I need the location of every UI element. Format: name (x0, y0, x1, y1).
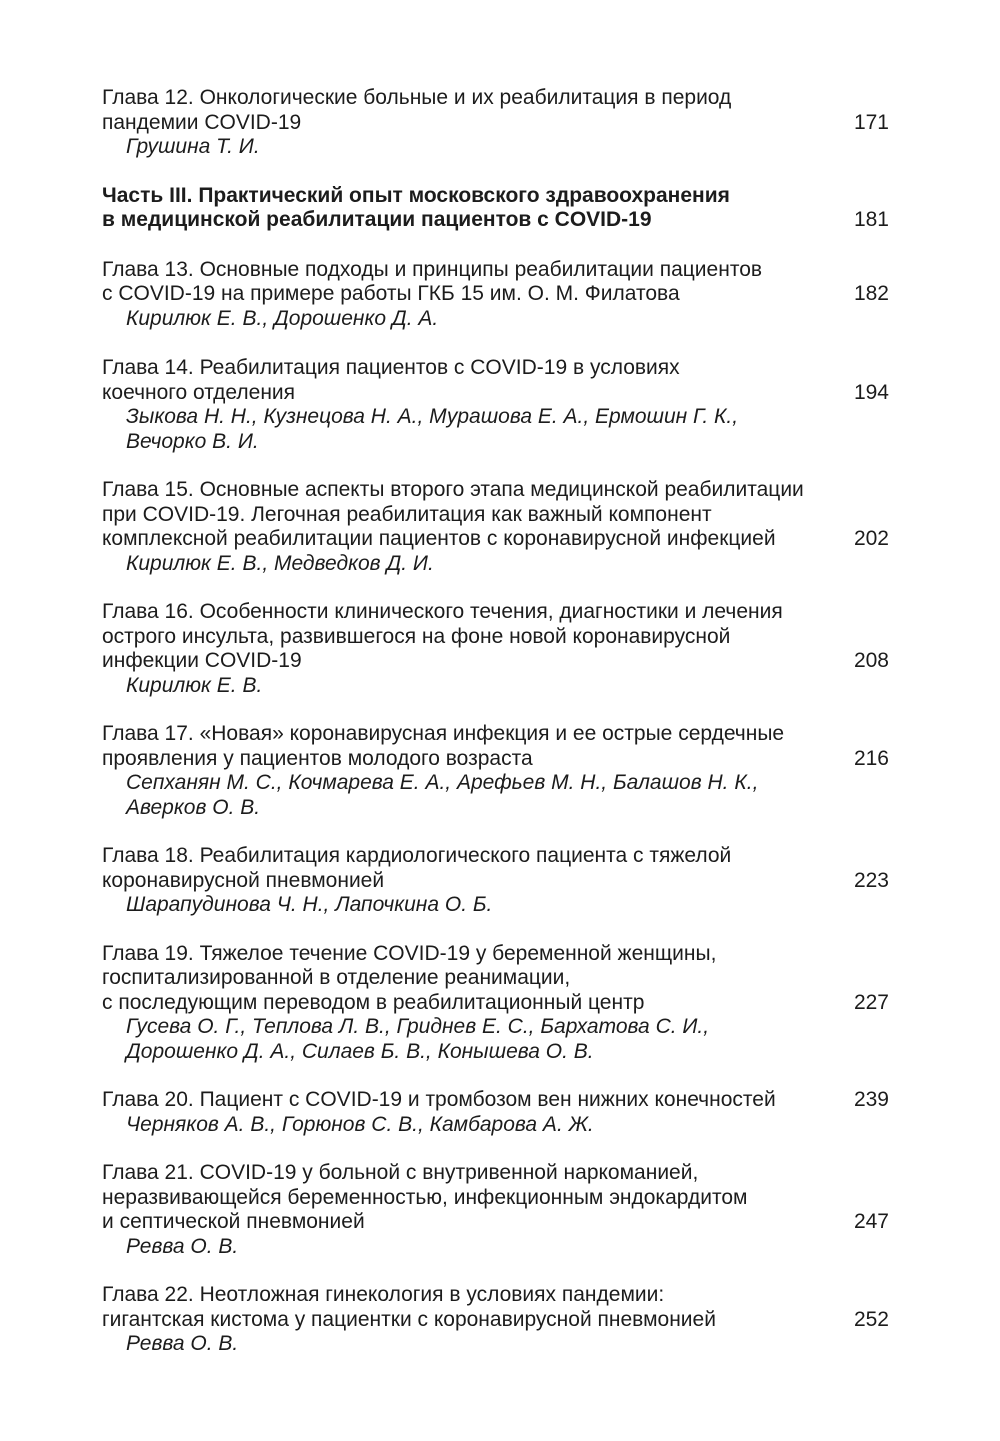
toc-entry-chapter-20[interactable] (102, 1088, 892, 1137)
toc-entry-chapter-14[interactable] (102, 356, 892, 454)
entry-title-line: Глава 13. Основные подходы и принципы реабилитации пациентов (102, 257, 763, 281)
entry-authors: Черняков А. В., Горюнов С. В., Камбарова А. Ж. (126, 1112, 594, 1136)
page-number: 194 (853, 380, 889, 404)
toc-entry-chapter-15[interactable] (102, 478, 892, 576)
toc-entry-chapter-17[interactable] (102, 722, 892, 820)
toc-entry-chapter-19[interactable] (102, 942, 892, 1065)
toc-entry-chapter-13[interactable] (102, 258, 892, 332)
entry-title-line: неразвивающейся беременностью, инфекционным эндокардитом (102, 1185, 748, 1209)
page-number: 182 (853, 282, 889, 305)
entry-authors: Шарапудинова Ч. Н., Лапочкина О. Б. (126, 893, 493, 916)
entry-authors: Ревва О. В. (126, 1234, 239, 1258)
entry-title-line: Глава 16. Особенности клинического течения, диагностики и лечения (102, 600, 783, 623)
entry-title-line: гигантская кистома у пациентки с коронавирусной пневмонией (102, 1307, 716, 1331)
entry-title-line: при COVID-19. Легочная реабилитация как важный компонент (102, 502, 712, 526)
entry-title-line: пандемии COVID-19 (102, 110, 302, 134)
entry-title-line: Глава 14. Реабилитация пациентов с COVID-19 в условиях (102, 356, 680, 379)
entry-authors: Кирилюк Е. В., Медведков Д. И. (126, 551, 434, 575)
entry-title-line: госпитализированной в отделение реанимации, (102, 966, 571, 989)
entry-authors: Дорошенко Д. А., Силаев Б. В., Конышева О. В. (126, 1039, 594, 1063)
page-number: 223 (853, 868, 889, 892)
entry-authors: Кирилюк Е. В., Дорошенко Д. А. (126, 306, 439, 330)
entry-title-line: коронавирусной пневмонией (102, 868, 385, 892)
entry-title-line: Глава 12. Онкологические больные и их реабилитация в период (102, 86, 732, 109)
page-number: 208 (853, 649, 889, 672)
entry-authors: Кирилюк Е. В. (126, 673, 263, 697)
entry-title-line: с последующим переводом в реабилитационный центр (102, 990, 645, 1014)
entry-title-line: комплексной реабилитации пациентов с коронавирусной инфекцией (102, 527, 776, 550)
page-number: 247 (853, 1210, 889, 1233)
toc-entry-chapter-12[interactable] (102, 86, 892, 160)
toc-entry-chapter-21[interactable] (102, 1161, 892, 1259)
toc-entry-chapter-22[interactable] (102, 1283, 892, 1357)
page-number: 227 (853, 990, 889, 1014)
page-number: 202 (853, 527, 889, 550)
entry-authors: Аверков О. В. (126, 795, 261, 819)
toc-entry-chapter-16[interactable] (102, 600, 892, 698)
toc-entry-chapter-18[interactable] (102, 844, 892, 918)
entry-authors: Вечорко В. И. (126, 429, 259, 453)
table-of-contents (102, 86, 892, 1357)
entry-title-line: коечного отделения (102, 380, 296, 404)
entry-title-line: проявления у пациентов молодого возраста (102, 746, 533, 770)
entry-title-line: Глава 15. Основные аспекты второго этапа медицинской реабилитации (102, 478, 804, 501)
entry-title-line: Глава 21. COVID-19 у больной с внутривенной наркоманией, (102, 1161, 699, 1184)
entry-title-line: Глава 17. «Новая» коронавирусная инфекция и ее острые сердечные (102, 722, 785, 745)
entry-title-line: Глава 18. Реабилитация кардиологического пациента с тяжелой (102, 844, 732, 867)
page-number: 252 (853, 1307, 889, 1331)
entry-title-line: Глава 19. Тяжелое течение COVID-19 у беременной женщины, (102, 941, 717, 965)
page-number: 181 (853, 208, 889, 231)
entry-title-line: Глава 20. Пациент с COVID-19 и тромбозом вен нижних конечностей (102, 1088, 776, 1111)
entry-title-line: инфекции COVID-19 (102, 649, 302, 672)
page-number: 216 (853, 746, 889, 770)
entry-authors: Сепханян М. С., Кочмарева Е. А., Арефьев М. Н., Балашов Н. К., (126, 771, 759, 794)
page-number: 239 (853, 1088, 889, 1111)
entry-authors: Грушина Т. И. (126, 135, 260, 158)
toc-entry-part-3[interactable] (102, 184, 892, 233)
entry-title-line: с COVID-19 на примере работы ГКБ 15 им. О. М. Филатова (102, 282, 680, 305)
entry-title-line: и септической пневмонией (102, 1210, 365, 1233)
entry-authors: Зыкова Н. Н., Кузнецова Н. А., Мурашова Е. А., Ермошин Г. К., (126, 405, 739, 428)
entry-title-line: острого инсульта, развившегося на фоне новой коронавирусной (102, 624, 731, 648)
entry-authors: Гусева О. Г., Теплова Л. В., Гриднев Е. С., Бархатова С. И., (126, 1015, 710, 1038)
page-number: 171 (853, 110, 889, 134)
entry-authors: Ревва О. В. (126, 1332, 239, 1355)
part-title-line: в медицинской реабилитации пациентов с COVID-19 (102, 208, 652, 231)
entry-title-line: Глава 22. Неотложная гинекология в условиях пандемии: (102, 1283, 665, 1306)
part-title-line: Часть III. Практический опыт московского здравоохранения (102, 183, 730, 207)
